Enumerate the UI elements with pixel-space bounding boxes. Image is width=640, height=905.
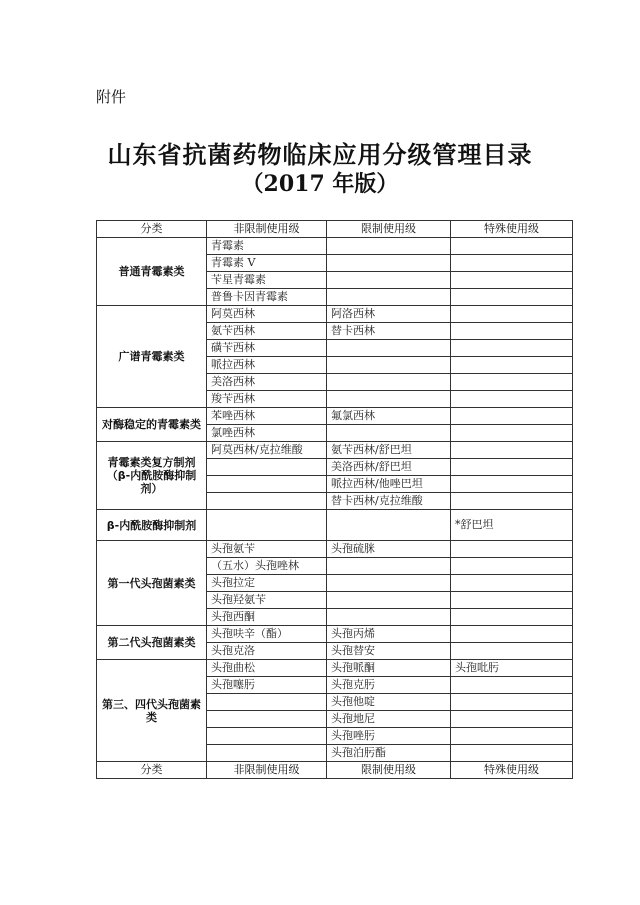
special-drug-cell (451, 476, 573, 493)
unrestricted-drug-cell: 磺苄西林 (207, 340, 327, 357)
restricted-drug-cell: 美洛西林/舒巴坦 (327, 459, 451, 476)
footer-unrestricted: 非限制使用级 (207, 762, 327, 779)
table-row (97, 626, 573, 643)
category-cell: 普通青霉素类 (97, 238, 207, 306)
restricted-drug-cell (327, 272, 451, 289)
restricted-drug-cell (327, 558, 451, 575)
unrestricted-drug-cell (207, 745, 327, 762)
restricted-drug-cell (327, 374, 451, 391)
table-row (97, 306, 573, 323)
restricted-drug-cell (327, 391, 451, 408)
restricted-drug-cell (327, 425, 451, 442)
unrestricted-drug-cell (207, 493, 327, 510)
table-row (97, 408, 573, 425)
special-drug-cell (451, 728, 573, 745)
category-cell: 广谱青霉素类 (97, 306, 207, 408)
restricted-drug-cell (327, 609, 451, 626)
special-drug-cell (451, 289, 573, 306)
special-drug-cell (451, 323, 573, 340)
unrestricted-drug-cell: 头孢克洛 (207, 643, 327, 660)
header-category: 分类 (97, 221, 207, 238)
special-drug-cell (451, 609, 573, 626)
table-row (97, 541, 573, 558)
special-drug-cell (451, 592, 573, 609)
special-drug-cell (451, 558, 573, 575)
footer-special: 特殊使用级 (451, 762, 573, 779)
attachment-label: 附件 (96, 88, 127, 106)
restricted-drug-cell (327, 510, 451, 541)
unrestricted-drug-cell: 哌拉西林 (207, 357, 327, 374)
unrestricted-drug-cell: 头孢曲松 (207, 660, 327, 677)
special-drug-cell (451, 255, 573, 272)
special-drug-cell (451, 694, 573, 711)
unrestricted-drug-cell: 羧苄西林 (207, 391, 327, 408)
restricted-drug-cell (327, 255, 451, 272)
special-drug-cell (451, 626, 573, 643)
unrestricted-drug-cell: 头孢呋辛（酯） (207, 626, 327, 643)
unrestricted-drug-cell (207, 476, 327, 493)
footer-restricted: 限制使用级 (327, 762, 451, 779)
restricted-drug-cell: 哌拉西林/他唑巴坦 (327, 476, 451, 493)
category-cell: 第一代头孢菌素类 (97, 541, 207, 626)
table-row (97, 442, 573, 459)
special-drug-cell (451, 238, 573, 255)
footer-category: 分类 (97, 762, 207, 779)
antibiotic-catalog-table (96, 220, 573, 779)
restricted-drug-cell: 头孢地尼 (327, 711, 451, 728)
restricted-drug-cell: 氟氯西林 (327, 408, 451, 425)
catalog-body (97, 221, 573, 779)
header-unrestricted: 非限制使用级 (207, 221, 327, 238)
footer-header-row (97, 762, 573, 779)
unrestricted-drug-cell (207, 728, 327, 745)
special-drug-cell (451, 357, 573, 374)
unrestricted-drug-cell: 氯唑西林 (207, 425, 327, 442)
restricted-drug-cell: 头孢硫脒 (327, 541, 451, 558)
unrestricted-drug-cell: 青霉素 (207, 238, 327, 255)
category-cell: 第二代头孢菌素类 (97, 626, 207, 660)
restricted-drug-cell: 头孢唑肟 (327, 728, 451, 745)
unrestricted-drug-cell: （五水）头孢唑林 (207, 558, 327, 575)
category-cell: 青霉素类复方制剂（β-内酰胺酶抑制剂） (97, 442, 207, 510)
category-cell: 对酶稳定的青霉素类 (97, 408, 207, 442)
unrestricted-drug-cell (207, 694, 327, 711)
unrestricted-drug-cell: 头孢噻肟 (207, 677, 327, 694)
restricted-drug-cell (327, 340, 451, 357)
unrestricted-drug-cell (207, 711, 327, 728)
category-cell: 第三、四代头孢菌素类 (97, 660, 207, 762)
special-drug-cell (451, 408, 573, 425)
unrestricted-drug-cell: 青霉素 V (207, 255, 327, 272)
restricted-drug-cell: 替卡西林/克拉维酸 (327, 493, 451, 510)
special-drug-cell (451, 391, 573, 408)
restricted-drug-cell (327, 575, 451, 592)
table-row (97, 238, 573, 255)
unrestricted-drug-cell: 美洛西林 (207, 374, 327, 391)
restricted-drug-cell (327, 357, 451, 374)
category-cell: β-内酰胺酶抑制剂 (97, 510, 207, 541)
table-row (97, 660, 573, 677)
restricted-drug-cell: 阿洛西林 (327, 306, 451, 323)
header-row (97, 221, 573, 238)
special-drug-cell (451, 745, 573, 762)
unrestricted-drug-cell: 苄星青霉素 (207, 272, 327, 289)
document-title: 山东省抗菌药物临床应用分级管理目录 (107, 140, 533, 169)
header-restricted: 限制使用级 (327, 221, 451, 238)
restricted-drug-cell: 头孢丙烯 (327, 626, 451, 643)
special-drug-cell (451, 493, 573, 510)
unrestricted-drug-cell: 苯唑西林 (207, 408, 327, 425)
restricted-drug-cell: 氨苄西林/舒巴坦 (327, 442, 451, 459)
restricted-drug-cell (327, 592, 451, 609)
unrestricted-drug-cell: 阿莫西林/克拉维酸 (207, 442, 327, 459)
unrestricted-drug-cell: 阿莫西林 (207, 306, 327, 323)
special-drug-cell (451, 425, 573, 442)
special-drug-cell (451, 306, 573, 323)
special-drug-cell: *舒巴坦 (451, 510, 573, 541)
unrestricted-drug-cell (207, 459, 327, 476)
restricted-drug-cell: 头孢他啶 (327, 694, 451, 711)
unrestricted-drug-cell: 头孢西酮 (207, 609, 327, 626)
special-drug-cell (451, 374, 573, 391)
restricted-drug-cell: 替卡西林 (327, 323, 451, 340)
unrestricted-drug-cell: 普鲁卡因青霉素 (207, 289, 327, 306)
unrestricted-drug-cell (207, 510, 327, 541)
restricted-drug-cell: 头孢替安 (327, 643, 451, 660)
special-drug-cell (451, 541, 573, 558)
special-drug-cell (451, 459, 573, 476)
table-row (97, 510, 573, 541)
special-drug-cell (451, 575, 573, 592)
unrestricted-drug-cell: 头孢拉定 (207, 575, 327, 592)
header-special: 特殊使用级 (451, 221, 573, 238)
restricted-drug-cell: 头孢哌酮 (327, 660, 451, 677)
unrestricted-drug-cell: 头孢羟氨苄 (207, 592, 327, 609)
restricted-drug-cell (327, 238, 451, 255)
restricted-drug-cell: 头孢泊肟酯 (327, 745, 451, 762)
special-drug-cell (451, 340, 573, 357)
restricted-drug-cell (327, 289, 451, 306)
document-subtitle: （2017 年版） (241, 171, 399, 197)
special-drug-cell (451, 711, 573, 728)
special-drug-cell (451, 272, 573, 289)
special-drug-cell (451, 643, 573, 660)
unrestricted-drug-cell: 头孢氨苄 (207, 541, 327, 558)
restricted-drug-cell: 头孢克肟 (327, 677, 451, 694)
special-drug-cell (451, 677, 573, 694)
unrestricted-drug-cell: 氨苄西林 (207, 323, 327, 340)
special-drug-cell (451, 442, 573, 459)
special-drug-cell: 头孢吡肟 (451, 660, 573, 677)
